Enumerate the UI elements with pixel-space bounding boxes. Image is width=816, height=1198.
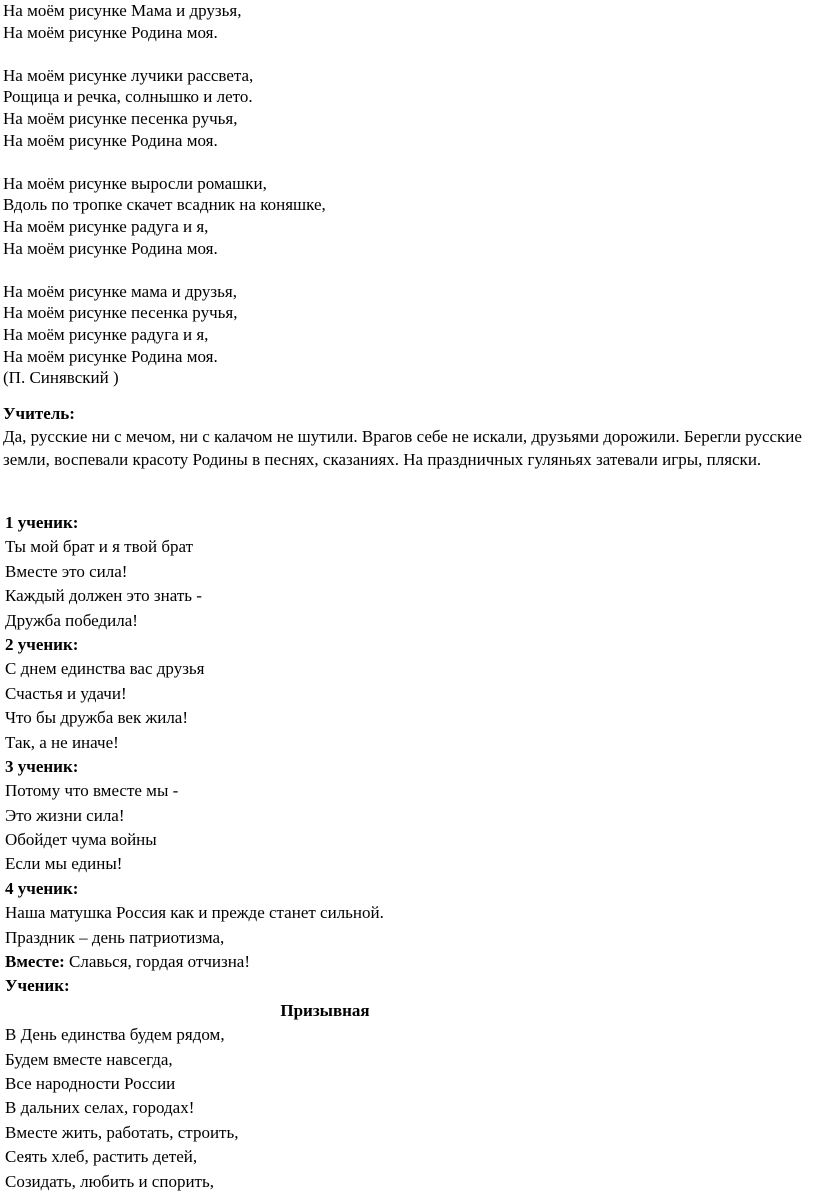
poem-stanza [3, 65, 803, 151]
verse-line: Ты мой брат и я твой брат [5, 537, 194, 557]
poem-line: На моём рисунке лучики рассвета, [3, 65, 254, 85]
speaker-label: 2 ученик: [5, 634, 79, 654]
poem-line: На моём рисунке выросли ромашки, [3, 173, 267, 193]
poem-author: (П. Синявский ) [3, 368, 119, 388]
teacher-paragraph: Да, русские ни с мечом, ни с калачом не шутили. Врагов себе не искали, друзьями дорожили. Берегли русские земли, воспевали красоту Родины в песнях, сказаниях. На праздничных гуляньях затевали игры, пляски. [3, 427, 802, 469]
poem-line: На моём рисунке Родина моя. [3, 130, 218, 150]
verse-line: Потому что вместе мы - [5, 781, 179, 801]
verse-line: Счастья и удачи! [5, 683, 127, 703]
poem-line: Вдоль по тропке скачет всадник на коняшке, [3, 195, 326, 215]
verse-line: Все народности России [5, 1073, 176, 1093]
verse-line: Дружба победила! [5, 610, 138, 630]
poem-line: На моём рисунке песенка ручья, [3, 303, 238, 323]
together-label: Вместе: [5, 952, 65, 972]
poem-line: На моём рисунке песенка ручья, [3, 108, 238, 128]
poem-line: На моём рисунке Мама и друзья, [3, 1, 242, 20]
verse-line: В День единства будем рядом, [5, 1025, 225, 1045]
verse-line: Каждый должен это знать - [5, 586, 202, 606]
poem-line: На моём рисунке Родина моя. [3, 346, 218, 366]
poem [3, 0, 803, 410]
verse-line: Праздник – день патриотизма, [5, 927, 225, 947]
poem-line: На моём рисунке Родина моя. [3, 22, 218, 42]
poem-line: На моём рисунке радуга и я, [3, 216, 209, 236]
verse-line: Так, а не иначе! [5, 732, 119, 752]
together-line [5, 950, 805, 974]
poem-stanza [3, 281, 803, 389]
poem-line: На моём рисунке мама и друзья, [3, 281, 237, 301]
verse-line: Созидать, любить и спорить, [5, 1171, 214, 1191]
verse-line: Вместе жить, работать, строить, [5, 1122, 239, 1142]
together-text: Славься, гордая отчизна! [64, 952, 251, 972]
verse-line: Наша матушка Россия как и прежде станет сильной. [5, 903, 384, 923]
speaker-label: 4 ученик: [5, 878, 79, 898]
verse-line: С днем единства вас друзья [5, 659, 205, 679]
verse-line: Это жизни сила! [5, 805, 125, 825]
song-title: Призывная [280, 1000, 370, 1020]
song-title-row [5, 999, 805, 1023]
verse-line: В дальних селах, городах! [5, 1098, 195, 1118]
poem-stanza [3, 173, 803, 259]
verse-line: Обойдет чума войны [5, 830, 157, 850]
speaker-label: 1 ученик: [5, 513, 79, 532]
teacher-block [3, 403, 803, 471]
verse-line: Что бы дружба век жила! [5, 708, 189, 728]
poem-line: На моём рисунке радуга и я, [3, 324, 209, 344]
speaker-label: 3 ученик: [5, 756, 79, 776]
poem-stanza [3, 0, 803, 43]
speaker-label: Учитель: [3, 404, 75, 423]
verse-line: Сеять хлеб, растить детей, [5, 1147, 198, 1167]
dialog [5, 511, 805, 1194]
speaker-label: Ученик: [5, 976, 70, 996]
verse-line: Если мы едины! [5, 854, 123, 874]
poem-line: Рощица и речка, солнышко и лето. [3, 87, 253, 107]
verse-line: Будем вместе навсегда, [5, 1049, 173, 1069]
verse-line: Вместе это сила! [5, 561, 128, 581]
poem-line: На моём рисунке Родина моя. [3, 238, 218, 258]
